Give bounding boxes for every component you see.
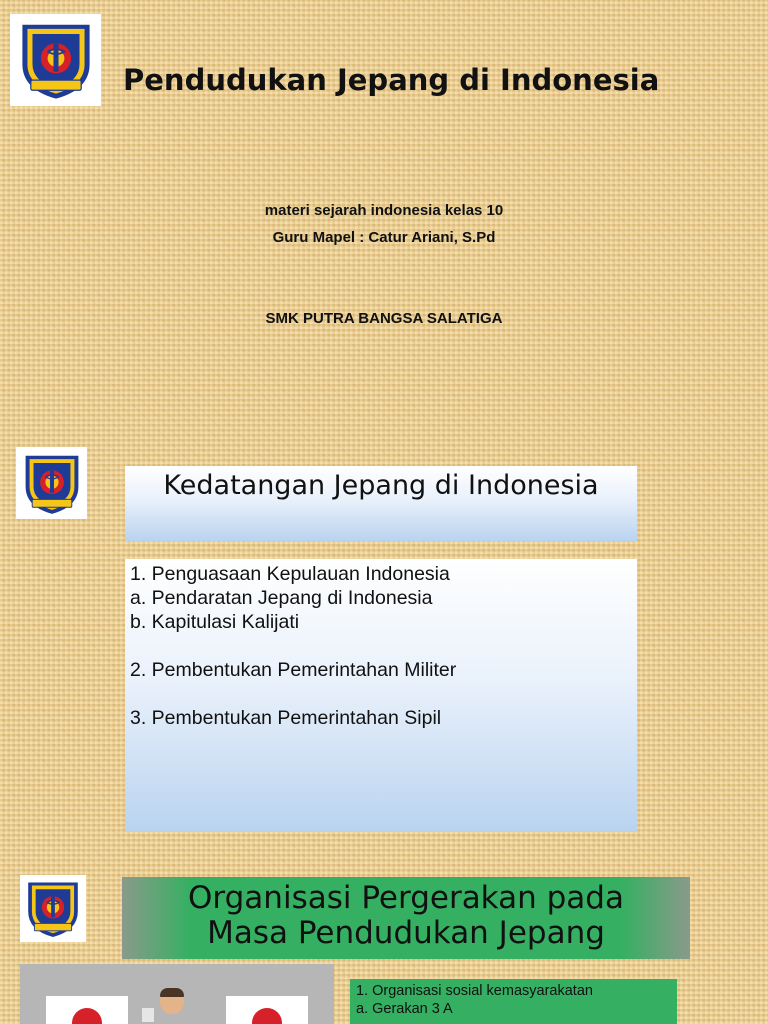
section-heading: Kedatangan Jepang di Indonesia (163, 470, 599, 501)
page-title: Pendudukan Jepang di Indonesia (123, 63, 660, 97)
person-hair (160, 988, 184, 997)
small-card (142, 1008, 154, 1022)
list-item: b. Kapitulasi Kalijati (130, 611, 300, 633)
school-crest-icon (22, 877, 84, 940)
section-heading-box (122, 877, 690, 959)
list-spacer (130, 634, 637, 658)
subtitle-line1: materi sejarah indonesia kelas 10 (264, 202, 504, 219)
school-logo (20, 875, 86, 942)
flag-red-disc (252, 1008, 282, 1024)
list-item: 2. Pembentukan Pemerintahan Militer (130, 659, 457, 681)
organization-list (350, 979, 677, 1018)
school-logo (10, 14, 101, 106)
list-item: a. Pendaratan Jepang di Indonesia (130, 587, 433, 609)
school-crest-icon (19, 450, 85, 517)
japan-flag-right (226, 996, 308, 1024)
subtitle-line2: Guru Mapel : Catur Ariani, S.Pd (272, 229, 496, 246)
section-heading-line1: Organisasi Pergerakan pada (188, 880, 624, 916)
school-logo (16, 447, 87, 519)
organization-list-box (350, 979, 677, 1024)
japan-flag-left (46, 996, 128, 1024)
list-item: 1. Penguasaan Kepulauan Indonesia (130, 563, 450, 585)
section-heading-line2: Masa Pendudukan Jepang (207, 915, 605, 951)
list-item: 1. Organisasi sosial kemasyarakatan (356, 983, 593, 999)
illustration-panel (20, 964, 334, 1024)
flag-red-disc (72, 1008, 102, 1024)
school-name: SMK PUTRA BANGSA SALATIGA (265, 310, 503, 327)
content-list-box (125, 559, 637, 832)
list-item: 3. Pembentukan Pemerintahan Sipil (130, 707, 442, 729)
person-figure (156, 988, 190, 1024)
school-crest-icon (14, 17, 98, 103)
content-list (125, 559, 637, 730)
section-heading-box (125, 466, 637, 541)
list-spacer (130, 682, 637, 706)
list-item: a. Gerakan 3 A (356, 1001, 453, 1017)
